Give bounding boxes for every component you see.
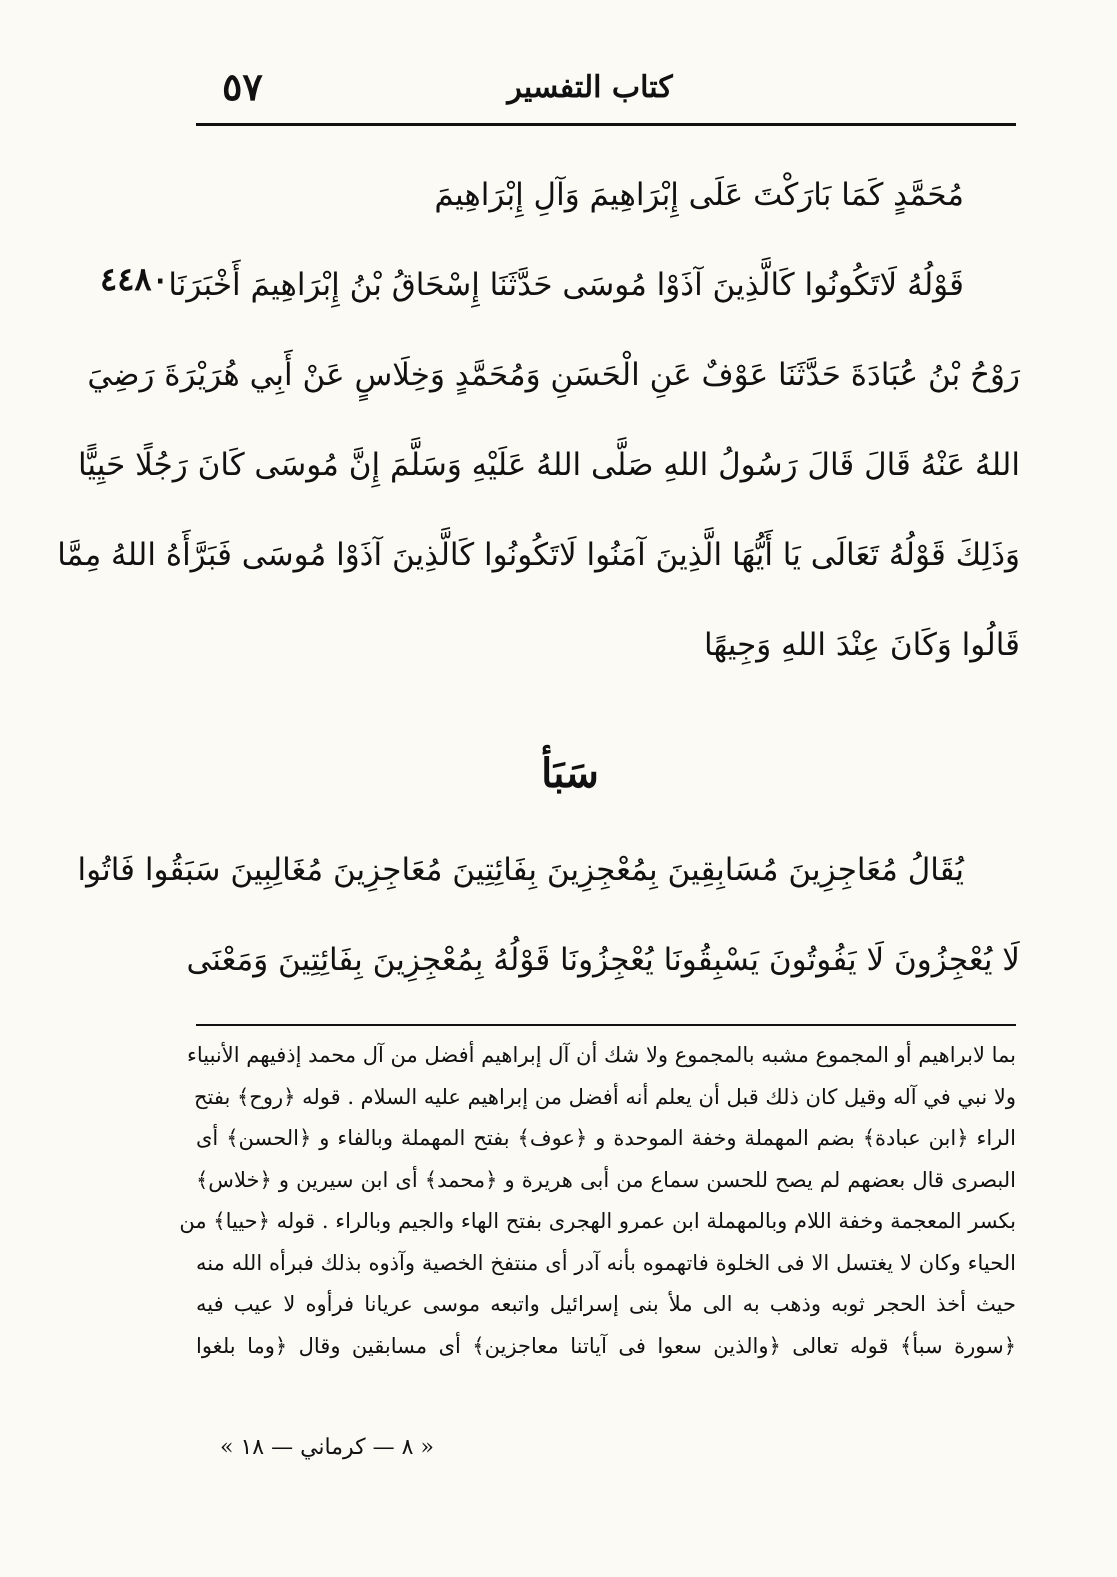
footnote-line: الراء ﴿ابن عبادة﴾ بضم المهملة وخفة الموحدة و ﴿عوف﴾ بفتح المهملة وبالفاء و ﴿الحسن﴾ أى <box>196 1126 1016 1150</box>
main-text-line: قَالُوا وَكَانَ عِنْدَ اللهِ وَجِيهًا <box>704 627 1020 663</box>
footnote-line: بكسر المعجمة وخفة اللام وبالمهملة ابن عمرو الهجرى بفتح الهاء والجيم وبالراء . قوله ﴿حييا﴾ من <box>179 1209 1016 1233</box>
footnote-line: الحياء وكان لا يغتسل الا فى الخلوة فاتهموه بأنه آدر أى منتفخ الخصية وآذوه بذلك فبرأه الله منه <box>196 1250 1016 1275</box>
main-text-line: اللهُ عَنْهُ قَالَ قَالَ رَسُولُ اللهِ صَلَّى اللهُ عَلَيْهِ وَسَلَّمَ إِنَّ مُوسَى كَانَ رَجُلًا حَيِيًّا <box>77 447 1020 483</box>
header-rule <box>196 123 1016 126</box>
running-title: كتاب التفسير <box>507 70 673 105</box>
main-text-line: مُحَمَّدٍ كَمَا بَارَكْتَ عَلَى إِبْرَاهِيمَ وَآلِ إِبْرَاهِيمَ <box>434 177 964 213</box>
footnote-line: ﴿سورة سبأ﴾ قوله تعالى ﴿والذين سعوا فى آياتنا معاجزين﴾ أى مسابقين وقال ﴿وما بلغوا <box>196 1333 1016 1358</box>
main-text-line: وَذَلِكَ قَوْلُهُ تَعَالَى يَا أَيُّهَا الَّذِينَ آمَنُوا لَاتَكُونُوا كَالَّذِينَ آذَوْا مُوسَى فَبَرَّأَهُ اللهُ مِمَّا <box>57 537 1020 573</box>
footnote-line: ولا نبي في آله وقيل كان ذلك قبل أن يعلم أنه أفضل من إبراهيم عليه السلام . قوله ﴿روح﴾ بفتح <box>193 1084 1016 1109</box>
footnote-line: حيث أخذ الحجر ثوبه وذهب به الى ملأ بنى إسرائيل واتبعه موسى عريانا فرأوه لا عيب فيه <box>196 1292 1016 1316</box>
page-number: ٥٧ <box>222 64 263 109</box>
footnote-line: البصرى قال بعضهم لم يصح للحسن سماع من أبى هريرة و ﴿محمد﴾ أى ابن سيرين و ﴿خلاس﴾ <box>196 1167 1016 1192</box>
section-heading: سَبَأ <box>541 750 599 797</box>
main-text-line: لَا يُعْجِزُونَ لَا يَفُوتُونَ يَسْبِقُونَا يُعْجِزُونَا قَوْلُهُ بِمُعْجِزِينَ بِفَائِتِينَ وَمَعْنَى <box>186 942 1020 978</box>
printer-signature-mark: « ٨ — كرماني — ١٨ » <box>220 1435 434 1460</box>
footnote-line: بما لابراهيم أو المجموع مشبه بالمجموع ولا شك أن آل إبراهيم أفضل من آل محمد إذفيهم الأنبياء <box>186 1043 1016 1067</box>
footnote-rule <box>196 1024 1016 1026</box>
main-text-line: رَوْحُ بْنُ عُبَادَةَ حَدَّثَنَا عَوْفٌ عَنِ الْحَسَنِ وَمُحَمَّدٍ وَخِلَاسٍ عَنْ أَبِي هُرَيْرَةَ رَضِيَ <box>87 357 1020 393</box>
footnote-commentary <box>179 1035 1016 1367</box>
hadith-number: ٤٤٨٠ <box>100 260 169 298</box>
main-text-line: يُقَالُ مُعَاجِزِينَ مُسَابِقِينَ بِمُعْجِزِينَ بِفَائِتِينَ مُعَاجِزِينَ مُغَالِبِينَ سَبَقُوا فَاتُوا <box>77 852 964 888</box>
main-text-block-2 <box>77 825 1020 1005</box>
main-text-line: قَوْلُهُ لَاتَكُونُوا كَالَّذِينَ آذَوْا مُوسَى حَدَّثَنَا إِسْحَاقُ بْنُ إِبْرَاهِيمَ أَخْبَرَنَا <box>168 267 964 303</box>
